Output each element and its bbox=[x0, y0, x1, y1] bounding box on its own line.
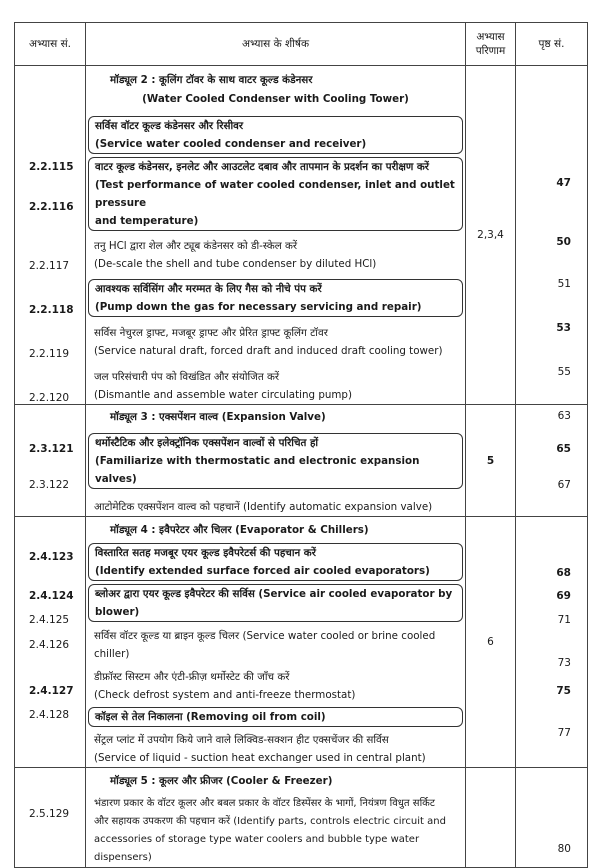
exercise-title-boxed: वाटर कूल्ड कंडेनसर, इनलेट और आउटलेट दबाव और तापमान के प्रदर्शन का परीक्षण करें (Test performance of water cooled condenser, inlet and outlet pressure and temperature) bbox=[88, 157, 463, 231]
exercise-title: तनु HCl द्वारा शेल और ट्यूब कंडेनसर को डी-स्केल करें (De-scale the shell and tube condenser by diluted HCl) bbox=[94, 240, 377, 270]
header-page-no: पृष्ठ सं. bbox=[516, 23, 588, 66]
module-heading: मॉड्यूल 4 : इवैपरेटर और चिलर (Evaporator & Chillers) bbox=[110, 524, 369, 536]
module-2 bbox=[15, 66, 588, 405]
learning-outcome: 6 bbox=[466, 517, 516, 768]
page-numbers: 80 bbox=[516, 768, 588, 868]
exercise-title-boxed: सर्विस वॉटर कूल्ड कंडेनसर और रिसीवर (Service water cooled condenser and receiver) bbox=[88, 116, 463, 154]
exercise-titles bbox=[86, 405, 466, 517]
module-3 bbox=[15, 405, 588, 517]
exercise-title: सर्विस वॉटर कूल्ड या ब्राइन कूल्ड चिलर (Service water cooled or brine cooled chiller) bbox=[94, 630, 436, 660]
exercise-titles bbox=[86, 66, 466, 405]
exercise-title-boxed: ब्लोअर द्वारा एयर कूल्ड इवैपरेटर की सर्विस (Service air cooled evaporator by blower) bbox=[88, 584, 463, 622]
exercise-numbers: 2.4.123 2.4.124 2.4.125 2.4.126 2.4.127 2.4.128 bbox=[15, 517, 86, 768]
header-exercise-title: अभ्यास के शीर्षक bbox=[86, 23, 466, 66]
exercise-numbers: 2.5.129 bbox=[15, 768, 86, 868]
exercise-title: डीफ्रॉस्ट सिस्टम और एंटी-फ्रीज़ थर्मोस्टेट की जाँच करें (Check defrost system and anti-freeze thermostat) bbox=[94, 671, 356, 701]
exercise-title-boxed: विस्तारित सतह मजबूर एयर कूल्ड इवैपरेटर्स की पहचान करें (Identify extended surface forced air cooled evaporators) bbox=[88, 543, 463, 581]
learning-outcome: 2,3,4 bbox=[466, 66, 516, 405]
module-5 bbox=[15, 768, 588, 868]
learning-outcome bbox=[466, 768, 516, 868]
page-numbers: 65 67 bbox=[516, 405, 588, 517]
exercise-title-boxed: आवश्यक सर्विसिंग और मरम्मत के लिए गैस को नीचे पंप करें (Pump down the gas for necessary servicing and repair) bbox=[88, 279, 463, 317]
page-numbers: 68 69 71 73 75 77 bbox=[516, 517, 588, 768]
exercise-title: भंडारण प्रकार के वॉटर कूलर और बबल प्रकार के वॉटर डिस्पेंसर के भागों, नियंत्रण विधुत सर्किट और सहायक उपकरण की पहचान करें (Identify parts, controls electric circuit and accessories of storage type water coolers and bubble type water dispensers) bbox=[94, 798, 446, 863]
module-heading: मॉड्यूल 2 : कूलिंग टॉवर के साथ वाटर कूल्ड कंडेनसर bbox=[110, 74, 313, 86]
contents-table bbox=[14, 22, 588, 868]
table-header-row bbox=[15, 23, 588, 66]
exercise-titles bbox=[86, 517, 466, 768]
exercise-title-boxed: थर्मोस्टैटिक और इलेक्ट्रॉनिक एक्सपेंशन वाल्वों से परिचित हों (Familiarize with thermostatic and electronic expansion valves) bbox=[88, 433, 463, 489]
exercise-title-boxed: कॉइल से तेल निकालना (Removing oil from coil) bbox=[88, 707, 463, 727]
header-outcome: अभ्यास परिणाम bbox=[466, 23, 516, 66]
page-numbers: 47 50 51 53 55 63 bbox=[516, 66, 588, 405]
exercise-numbers: 2.3.121 2.3.122 bbox=[15, 405, 86, 517]
exercise-title: आटोमेटिक एक्सपेंशन वाल्व को पहचानें (Identify automatic expansion valve) bbox=[94, 501, 433, 513]
exercise-titles bbox=[86, 768, 466, 868]
learning-outcome: 5 bbox=[466, 405, 516, 517]
module-heading: मॉड्यूल 5 : कूलर और फ्रीजर (Cooler & Freezer) bbox=[110, 775, 333, 787]
exercise-title: सेंट्रल प्लांट में उपयोग किये जाने वाले लिक्विड-सक्शन हीट एक्सचेंजर की सर्विस (Service of liquid - suction heat exchanger used in central plant) bbox=[94, 734, 426, 764]
module-4 bbox=[15, 517, 588, 768]
exercise-title: सर्विस नेचुरल ड्राफ्ट, मजबूर ड्राफ्ट और प्रेरित ड्राफ्ट कूलिंग टॉवर (Service natural draft, forced draft and induced draft cooling tower) bbox=[94, 327, 443, 357]
exercise-numbers: 2.2.115 2.2.116 2.2.117 2.2.118 2.2.119 2.2.120 bbox=[15, 66, 86, 405]
exercise-title: जल परिसंचारी पंप को विखंडित और संयोजित करें (Dismantle and assemble water circulating pump) bbox=[94, 371, 352, 401]
module-heading-en: (Water Cooled Condenser with Cooling Tower) bbox=[142, 93, 409, 105]
module-heading: मॉड्यूल 3 : एक्सपेंशन वाल्व (Expansion Valve) bbox=[110, 411, 326, 423]
header-exercise-no: अभ्यास सं. bbox=[15, 23, 86, 66]
